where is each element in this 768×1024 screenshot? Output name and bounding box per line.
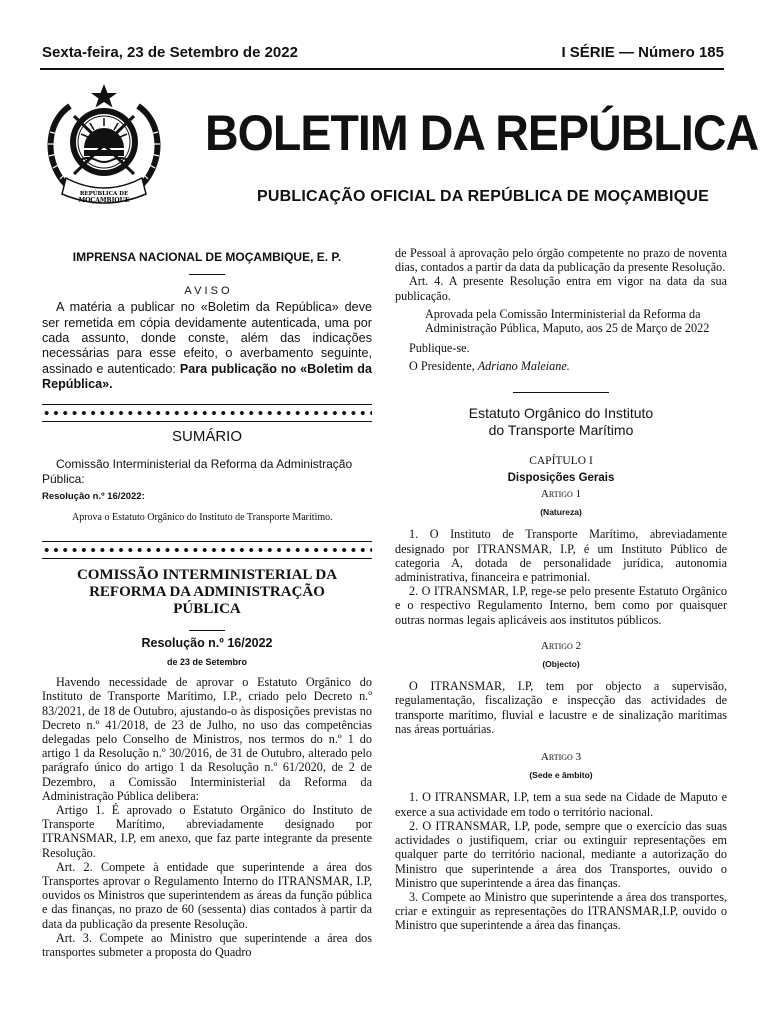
publication-title: BOLETIM DA REPÚBLICA [205,105,759,161]
article-1-point-2: 2. O ITRANSMAR, I.P, rege-se pelo presente Estatuto Orgânico e o respectivo Regulamento Interno, bem como por quaisquer outras normas legais aplicáveis aos institutos públicos. [395,584,727,627]
statute-title-line-1: Estatuto Orgânico do Instituto [468,404,654,421]
article-2-heading: Artigo 2 [540,639,582,652]
divider [513,392,609,393]
article-3-continued: de Pessoal à aprovação pelo órgão competente no prazo de noventa dias, contados a partir da data da publicação da presente Resolução. [395,246,727,275]
article-1-paragraph: Artigo 1. É aprovado o Estatuto Orgânico do Instituto de Transporte Marítimo, abreviadamente designado por ITRANSMAR, I.P, em anexo, que faz parte integrante da presente Resolução. [42,803,372,860]
svg-text:MOÇAMBIQUE: MOÇAMBIQUE [78,197,130,204]
resolucao-title: Resolução n.º 16/2022 [141,635,273,650]
rule [42,421,372,422]
aviso-text: A matéria a publicar no «Boletim da República» deve ser remetida em cópia devidamente autenticada, uma por cada assunto, donde conste, além das indicações necessárias para esse efeito, o averbamento seguinte, assinado e autenticado: Para publicação no «Boletim da República». [42,300,372,391]
rule [42,558,372,559]
article-2-paragraph: Art. 2. Compete à entidade que superintende a área dos Transportes aprovar o Regulamento Interno do ITRANSMAR, I.P, ouvidos os Ministros que superintendem as áreas da função pública e das finanças, no prazo de 60 (sessenta) dias contados à partir da data da publicação da presente Resolução. [42,859,372,931]
publique-se: Publique-se. [409,341,470,356]
svg-text:REPÚBLICA DE: REPÚBLICA DE [79,191,129,197]
divider [189,630,225,631]
star-icon [91,84,117,108]
article-3-paragraph: Art. 3. Compete ao Ministro que superintende a área dos transportes submeter a proposta do Quadro [42,930,372,960]
article-3-subtitle: (Sede e âmbito) [529,770,593,781]
approval-note: Aprovada pela Comissão Interministerial da Reforma da Administração Pública, Maputo, aos 25 de Março de 2022 [425,306,710,336]
publisher-name: IMPRENSA NACIONAL DE MOÇAMBIQUE, E. P. [72,250,342,264]
dotted-separator [42,410,372,416]
resolucao-date: de 23 de Setembro [166,657,248,667]
mozambique-emblem [44,82,164,208]
sumario-resolucao: Resolução n.º 16/2022: [42,491,145,503]
preamble-paragraph: Havendo necessidade de aprovar o Estatuto Orgânico do Instituto de Transporte Marítimo, I.P., criado pelo Decreto n.º 83/2021, de 18 de Outubro, ajustando-o às disposições previstas no Decreto n.º 41/2018, de 23 de Julho, no uso das competências delegadas pelo Conselho de Ministros, nos termos do n.º 1 do artigo 1 da Resolução n.º 30/2016, de 31 de Outubro, alterado pelo parágrafo único do artigo 1 da Resolução n.º 61/2020, de 2 de Dezembro, a Comissão Interministerial da Reforma da Administração Pública delibera: [42,675,372,803]
article-1-heading: Artigo 1 [540,488,582,501]
publication-subtitle: PUBLICAÇÃO OFICIAL DA REPÚBLICA DE MOÇAMBIQUE [257,188,709,205]
divider [189,274,225,275]
article-3-heading: Artigo 3 [540,751,582,764]
article-3-point-1: 1. O ITRANSMAR, I.P, tem a sua sede na Cidade de Maputo e exerce a sua actividade em todo o território nacional. [395,790,727,819]
article-1-point-1: 1. O Instituto de Transporte Marítimo, abreviadamente designado por ITRANSMAR, I.P, é um Instituto Público de categoria A, dotada de personalidade jurídica, autonomia administrativa, financeira e patrimonial. [395,527,727,585]
sumario-heading: SUMÁRIO [171,428,242,446]
aviso-heading: A V I S O [184,285,230,298]
sumario-item: Aprova o Estatuto Orgânico do Instituto de Transporte Marítimo. [72,511,333,523]
right-column [395,246,727,933]
statute-title-line-2: do Transporte Marítimo [488,421,634,438]
article-4-paragraph: Art. 4. A presente Resolução entra em vigor na data da sua publicação. [395,274,727,303]
article-3-point-3: 3. Compete ao Ministro que superintende a área dos transportes, criar e extinguir as representações do ITRANSMAR,I.P, ouvido o Ministro que superintende a área das finanças. [395,889,727,933]
president-name: Adriano Maleiane. [477,359,570,374]
chapter-title: Disposições Gerais [507,471,615,484]
chapter-heading: CAPÍTULO I [529,454,593,467]
issue-date: Sexta-feira, 23 de Setembro de 2022 [42,44,298,61]
commission-title: COMISSÃO INTERMINISTERIAL DA REFORMA DA ADMINISTRAÇÃO PÚBLICA [76,566,338,617]
aviso-bold-text: Para publicação no «Boletim da República». [42,361,372,391]
rule [42,541,372,542]
president-signature: O Presidente, Adriano Maleiane. [409,359,570,374]
article-3-point-2: 2. O ITRANSMAR, I.P, pode, sempre que o exercício das suas actividades o justifiquem, criar ou extinguir representações em qualquer parte do território nacional, mediante a autorização do Ministro que superintende a área dos Transportes, ouvido o Ministro que superintende a área das finanças. [395,818,727,890]
sumario-entity: Comissão Interministerial da Reforma da Administração Pública: [42,457,353,486]
rule [42,404,372,405]
left-column [42,246,372,959]
header-rule [40,68,724,70]
issue-series-number: I SÉRIE — Número 185 [561,44,724,61]
dotted-separator [42,547,372,553]
article-2-text: O ITRANSMAR, I.P, tem por objecto a supervisão, regulamentação, fiscalização e inspecção das actividades de transporte marítimo, fluvial e lacustre e de sinalização marítimas nas áreas portuárias. [395,679,727,736]
article-1-subtitle: (Natureza) [540,507,582,518]
article-2-subtitle: (Objecto) [542,659,580,670]
